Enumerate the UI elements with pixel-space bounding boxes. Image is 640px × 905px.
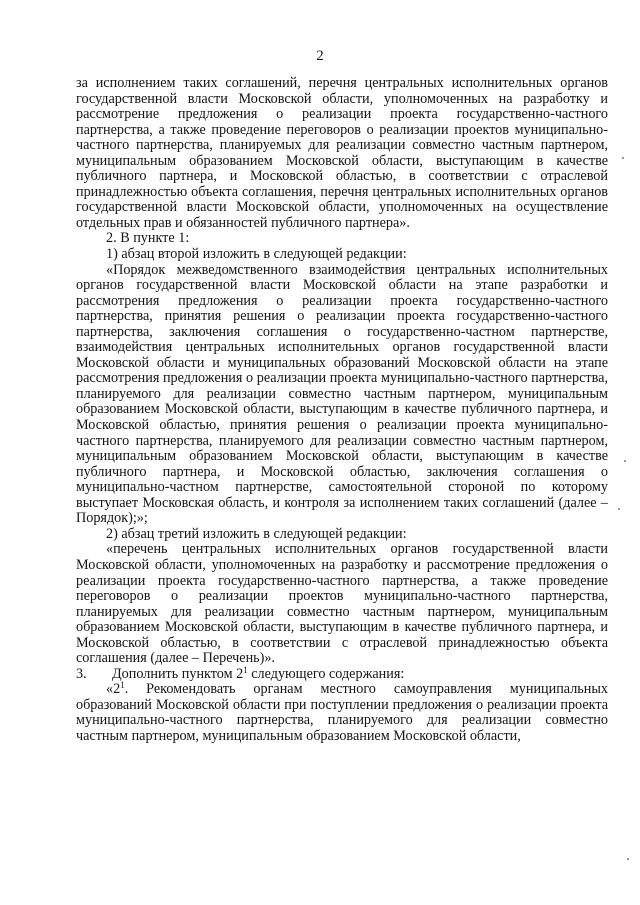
item-3-text: Дополнить пунктом 2 — [112, 665, 244, 682]
scan-speck — [627, 858, 629, 860]
paragraph-continuation: за исполнением таких соглашений, перечня центральных исполнительных органов государственной власти Московской области, уполномоченных на разработку и рассмотрение предложения о реализации проекта государственно-частного партнерства, а также проведение переговоров о реализации проектов муниципально-частного партнерства, планируемых для реализации совместно частным партнером, муниципальным образованием Московской области, выступающим в качестве публичного партнера, и Московской областью, в соответствии с отраслевой принадлежностью объекта соглашения, перечня центральных исполнительных органов государственной власти Московской области, уполномоченных на осуществление отдельных прав и обязанностей публичного партнера». — [76, 75, 608, 231]
paragraph-subitem-2: 2) абзац третий изложить в следующей редакции: — [106, 525, 407, 542]
paragraph-item-2: 2. В пункте 1: — [106, 230, 190, 247]
document-body — [76, 76, 608, 745]
item-3-text-end: следующего содержания: — [247, 665, 405, 682]
scan-speck — [624, 460, 626, 462]
paragraph-item-2-1 — [76, 682, 608, 744]
paragraph-quote-list: «перечень центральных исполнительных органов государственной власти Московской области, уполномоченных на разработку и рассмотрение предложения о реализации проекта государственно-частного партнерства, а также проведение переговоров о реализации проектов муниципально-частного партнерства, планируемых для реализации совместно частным партнером, муниципальным образованием Московской области, выступающим в качестве публичного партнера, и Московской областью, в соответствии с отраслевой принадлежностью объекта соглашения (далее – Перечень)». — [76, 541, 608, 667]
item-3-superscript: 1 — [243, 664, 248, 675]
item-2-1-superscript: 1 — [120, 680, 125, 691]
item-2-1-start: «2 — [106, 681, 121, 698]
paragraph-subitem-1: 1) абзац второй изложить в следующей редакции: — [106, 246, 407, 263]
paragraph-item-3 — [76, 664, 608, 683]
page-number: 2 — [316, 48, 324, 64]
item-3-number: 3. — [76, 665, 87, 682]
item-2-1-text: . Рекомендовать органам местного самоуправления муниципальных образований Московской области при поступлении предложения о реализации проекта муниципально-частного партнерства, планируемого для реализации совместно частным партнером, муниципальным образованием Московской области, — [76, 681, 608, 744]
scan-speck — [618, 508, 620, 510]
scan-speck — [622, 157, 624, 159]
paragraph-quote-order: «Порядок межведомственного взаимодействия центральных исполнительных органов государственной власти Московской области на этапе разработки и рассмотрения предложения о реализации проекта государственно-частного партнерства, принятия решения о реализации проекта государственно-частного партнерства, заключения соглашения о государственно-частном партнерстве, взаимодействия центральных исполнительных органов государственной власти Московской области и муниципальных образований Московской области на этапе рассмотрения предложения о реализации проекта муниципально-частного партнерства, планируемого для реализации совместно частным партнером, муниципальным образованием Московской области, выступающим в качестве публичного партнера, и Московской областью, принятия решения о реализации проекта муниципально-частного партнерства, планируемого для реализации совместно частным партнером, муниципальным образованием Московской области, выступающим в качестве публичного партнера, и Московской областью, заключения соглашения о муниципально-частном партнерстве, самостоятельной стороной по которому выступает Московская область, и контроля за исполнением таких соглашений (далее – Порядок);»; — [76, 261, 608, 527]
